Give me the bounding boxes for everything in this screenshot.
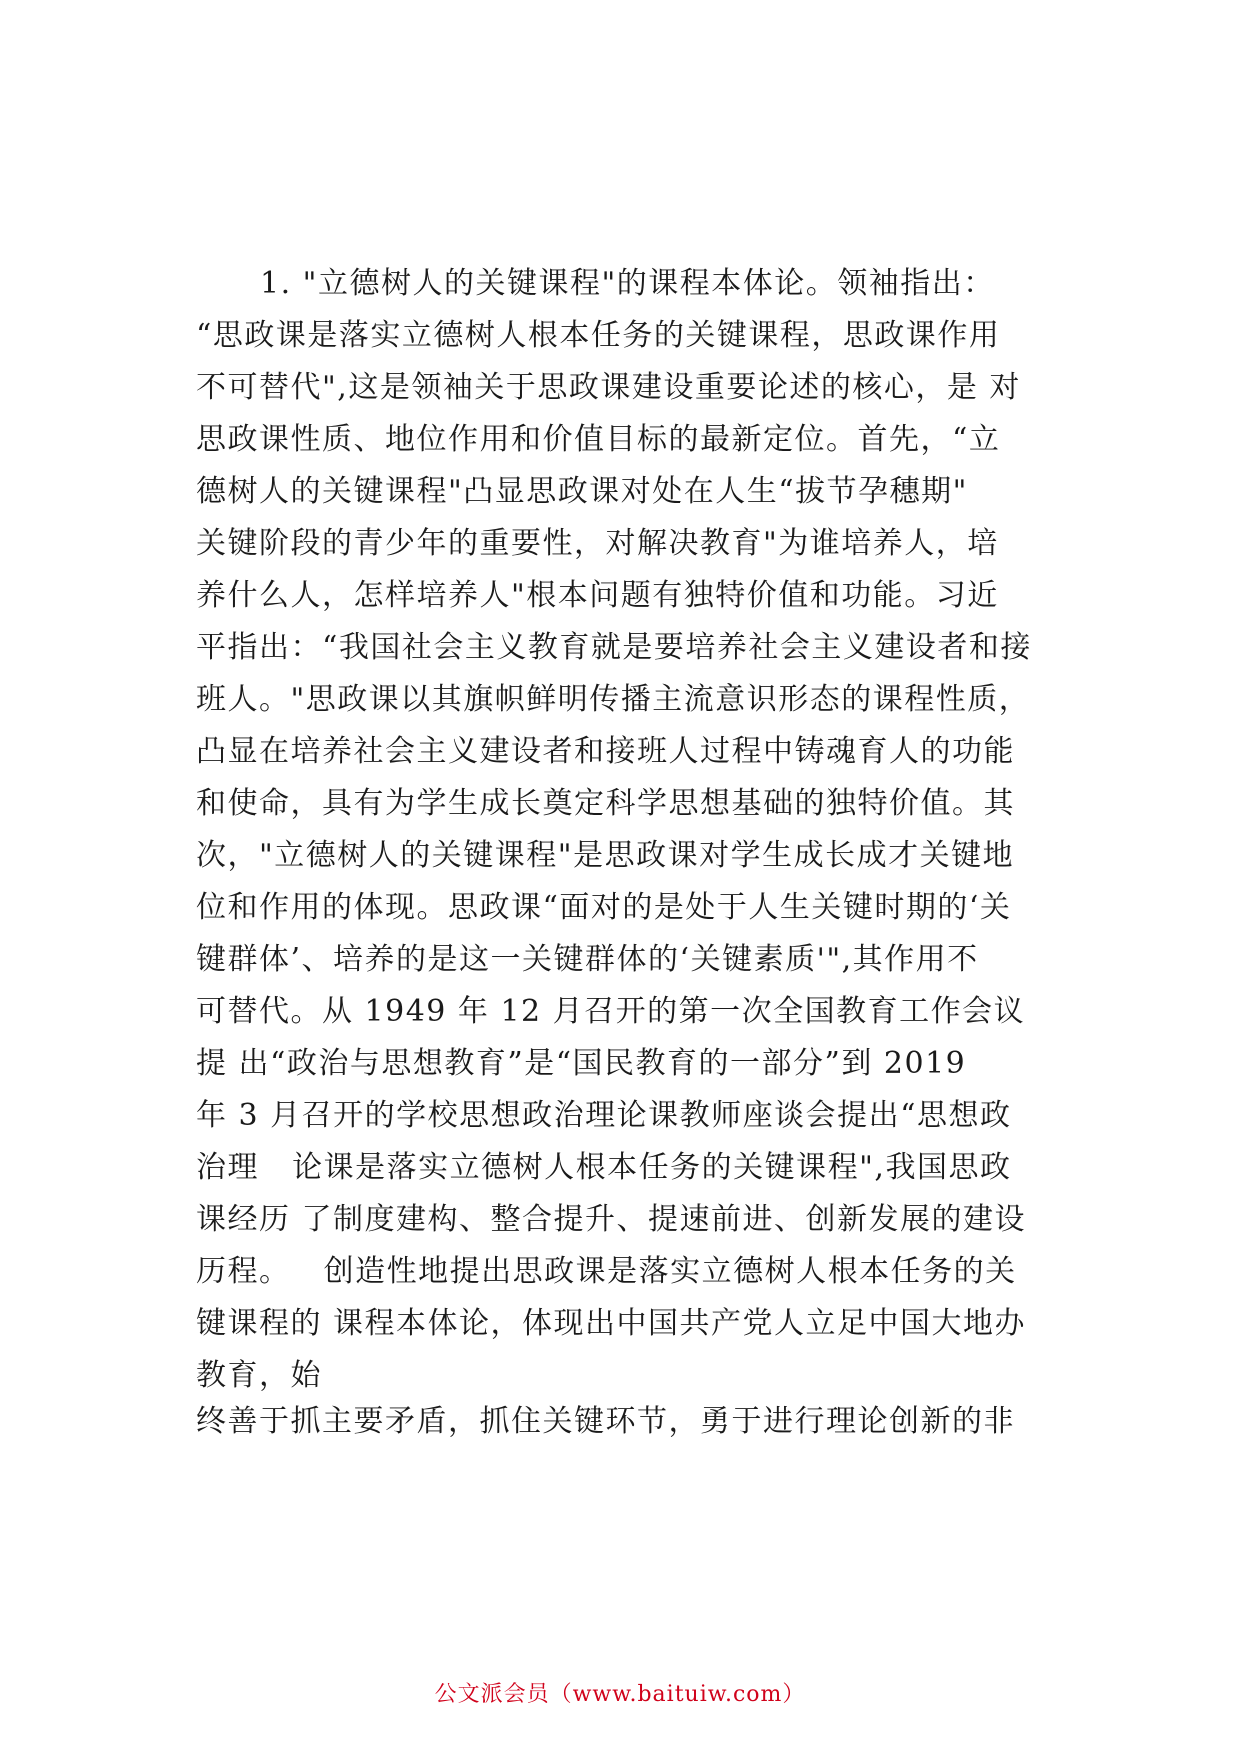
paragraph-line: 不可替代",这是领袖关于思政课建设重要论述的核心，是 对	[196, 370, 1021, 405]
paragraph-line: 提 出“政治与思想教育”是“国民教育的一部分”到 2019	[196, 1046, 967, 1081]
paragraph-line: 平指出：“我国社会主义教育就是要培养社会主义建设者和接	[196, 630, 1032, 665]
paragraph-line: 教育，始	[196, 1358, 322, 1393]
paragraph-line: 德树人的关键课程"凸显思政课对处在人生“拔节孕穗期"	[196, 474, 968, 509]
footer-watermark: 公文派会员（www.baituiw.com）	[434, 1682, 806, 1707]
paragraph-line: “思政课是落实立德树人根本任务的关键课程，思政课作用	[196, 318, 1001, 353]
paragraph-line: 键群体’、培养的是这一关键群体的‘关键素质'",其作用不	[196, 942, 979, 977]
paragraph-line: 可替代。从 1949 年 12 月召开的第一次全国教育工作会议	[196, 994, 1026, 1029]
paragraph-line: 1. "立德树人的关键课程"的课程本体论。领袖指出：	[260, 266, 995, 301]
continuation-line: 终善于抓主要矛盾，抓住关键环节，勇于进行理论创新的非	[196, 1404, 1015, 1439]
paragraph-line: 键课程的 课程本体论，体现出中国共产党人立足中国大地办	[196, 1306, 1027, 1341]
paragraph-line: 班人。"思政课以其旗帜鲜明传播主流意识形态的课程性质，	[196, 682, 1031, 717]
paragraph-line: 历程。 创造性地提出思政课是落实立德树人根本任务的关	[196, 1254, 1017, 1289]
paragraph-line: 治理 论课是落实立德树人根本任务的关键课程",我国思政	[196, 1150, 1012, 1185]
paragraph-line: 位和作用的体现。思政课“面对的是处于人生关键时期的‘关	[196, 890, 1012, 925]
paragraph-line: 课经历 了制度建构、整合提升、提速前进、创新发展的建设	[196, 1202, 1027, 1237]
continuation-paragraph	[196, 1396, 1096, 1448]
paragraph-line: 思政课性质、地位作用和价值目标的最新定位。首先，“立	[196, 422, 1001, 457]
paragraph-line: 年 3 月召开的学校思想政治理论课教师座谈会提出“思想政	[196, 1098, 1012, 1133]
body-paragraph	[196, 258, 1096, 1402]
paragraph-line: 养什么人，怎样培养人"根本问题有独特价值和功能。习近	[196, 578, 999, 613]
paragraph-line: 次，"立德树人的关键课程"是思政课对学生成长成才关键地	[196, 838, 1015, 873]
paragraph-line: 和使命，具有为学生成长奠定科学思想基础的独特价值。其	[196, 786, 1015, 821]
paragraph-line: 关键阶段的青少年的重要性，对解决教育"为谁培养人，培	[196, 526, 999, 561]
paragraph-line: 凸显在培养社会主义建设者和接班人过程中铸魂育人的功能	[196, 734, 1015, 769]
